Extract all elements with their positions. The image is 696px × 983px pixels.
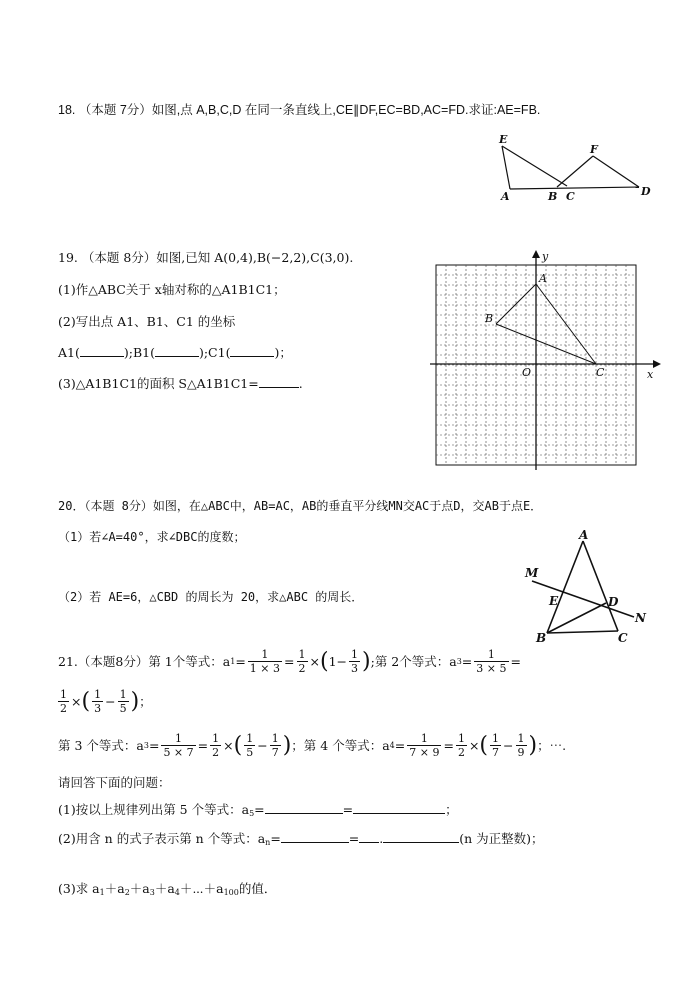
q19-label-b: B [485, 312, 494, 325]
q20-text: 20．（本题 8分）如图，在△ABC中，AB=AC，AB的垂直平分线MN交AC于点D，交AB于点E． [58, 499, 543, 513]
q21-ask: 请回答下面的问题： [58, 775, 171, 790]
q19-label-y: y [542, 250, 549, 263]
q20-label-m: M [525, 566, 539, 580]
q20-label-a: A [579, 528, 589, 542]
q19-label-c: C [596, 366, 605, 379]
q18-label-b: B [548, 190, 558, 203]
p2-blank-1[interactable] [281, 830, 349, 843]
q20-part2: （2）若 AE=6，△CBD 的周长为 20，求△ABC 的周长． [58, 590, 364, 604]
q19-answer-line: A1( );B1( );C1( )； [58, 345, 292, 360]
p2-blank-3[interactable] [383, 830, 459, 843]
q21-line1: 21.（本题8分）第 1个等式：a 1 = $\frac{1}{1 \times 3}$ = $\frac{1}{2}$ × ( 1− $\frac{1}{3}$ ) ;第 2个等式：a 3 = $\frac{1}{3 \times 5}$ = [58, 648, 521, 675]
q20-part1: （1）若∠A=40°，求∠DBC的度数； [58, 530, 246, 544]
a1-blank[interactable] [80, 344, 124, 357]
q19-part3: (3)△A1B1C1的面积 S△A1B1C1= . [58, 376, 303, 391]
p1-blank-2[interactable] [353, 801, 445, 814]
q18-label-c: C [566, 190, 575, 203]
q20-label-c: C [618, 631, 628, 645]
q20-label-n: N [635, 611, 646, 625]
q19-text: 19. （本题 8分）如图,已知 A(0,4),B(−2,2),C(3,0). [58, 250, 354, 265]
q19-grid-figure [425, 250, 663, 472]
b1-blank[interactable] [155, 344, 199, 357]
q21-line2: $\frac{1}{2}$ × ( $\frac{1}{3}$ − $\frac{1}{5}$ ) ； [60, 688, 152, 715]
q18-label-f: F [590, 143, 598, 156]
q18-label-a: A [501, 190, 510, 203]
q18-label-e: E [499, 133, 508, 146]
q20-figure [520, 527, 650, 649]
q20-label-e: E [549, 594, 559, 608]
q19-label-a: A [539, 272, 547, 285]
q19-part1: (1)作△ABC关于 x轴对称的△A1B1C1； [58, 282, 286, 297]
q21-p1: (1)按以上规律列出第 5 个等式：$a_5=$ = ； [58, 802, 458, 818]
q19-label-o: O [522, 366, 532, 379]
frac-1-35: $\frac{1}{3 \times 5}$ [476, 648, 507, 675]
q18-figure [494, 130, 654, 205]
c1-blank[interactable] [230, 344, 274, 357]
q18-label-d: D [641, 185, 651, 198]
p2-blank-2[interactable] [359, 830, 379, 843]
q21-line3: 第 3 个等式：a 3 = $\frac{1}{5 \times 7}$ = $\frac{1}{2}$ × ( $\frac{1}{5}$ − $\frac{1}{7}$ ) ；第 4 个等式：a 4 = $\frac{1}{7 \times 9}$ = $\frac{1}{2}$ × ( $\frac{1}{7}$ − $\frac{1}{9}$ ) ；⋯. [58, 732, 567, 759]
area-blank[interactable] [259, 375, 299, 388]
p1-blank-1[interactable] [265, 801, 343, 814]
frac-1-13: $\frac{1}{1 \times 3}$ [249, 648, 281, 675]
q18-text: 18. （本题 7分）如图,点 A,B,C,D 在同一条直线上,CE∥DF,EC=BD,AC=FD.求证:AE=FB. [58, 103, 541, 117]
q21-p3: (3)求 $a_1+a_2+a_3+a_4+\cdots+a_{100}$的值． [58, 881, 277, 897]
q21-p2: (2)用含 n 的式子表示第 n 个等式：$a_n=$ = . (n 为正整数)； [58, 831, 544, 847]
q20-label-b: B [536, 631, 547, 645]
q20-label-d: D [608, 595, 619, 609]
q19-part2: (2)写出点 A1、B1、C1 的坐标 [58, 314, 236, 329]
q19-label-x: x [647, 368, 654, 381]
